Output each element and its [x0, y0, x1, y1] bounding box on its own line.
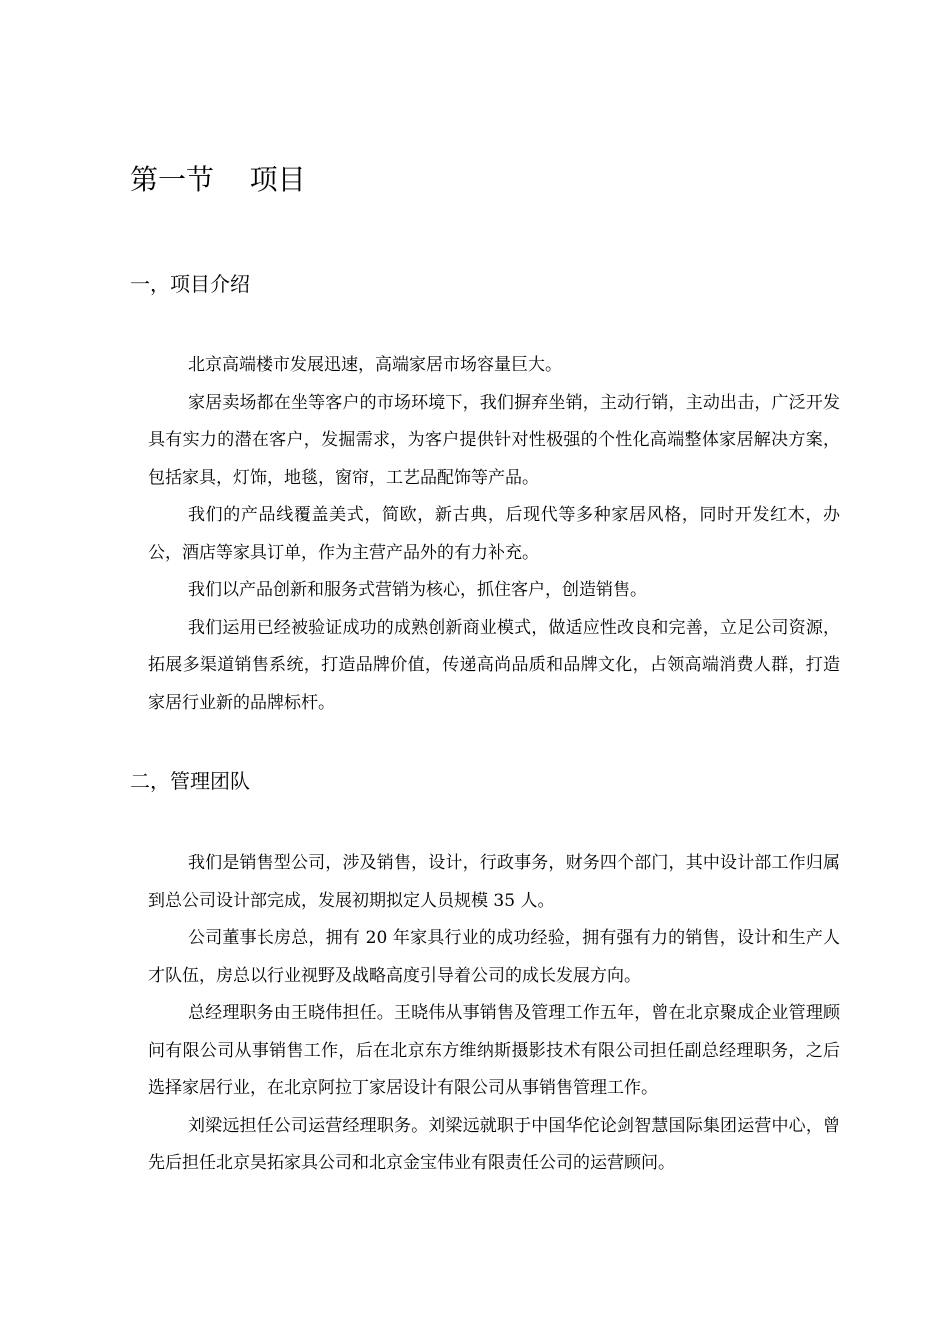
paragraph: 我们以产品创新和服务式营销为核心，抓住客户，创造销售。	[188, 580, 647, 600]
project-intro-body	[148, 347, 840, 722]
paragraph: 公司董事长房总，拥有 20 年家具行业的成功经验，拥有强有力的销售，设计和生产人才队伍，房总以行业视野及战略高度引导着公司的成长发展方向。	[148, 928, 840, 986]
section-heading-management-team: 二，管理团队	[130, 769, 250, 793]
paragraph: 北京高端楼市发展迅速，高端家居市场容量巨大。	[188, 355, 562, 375]
chapter-title: 第一节 项目	[130, 163, 306, 196]
paragraph: 刘梁远担任公司运营经理职务。刘梁远就职于中国华佗论剑智慧国际集团运营中心，曾先后担任北京昊拓家具公司和北京金宝伟业有限责任公司的运营顾问。	[148, 1115, 840, 1173]
paragraph: 家居卖场都在坐等客户的市场环境下，我们摒弃坐销，主动行销，主动出击，广泛开发具有实力的潜在客户，发掘需求，为客户提供针对性极强的个性化高端整体家居解决方案，包括家具，灯饰，地毯，窗帘，工艺品配饰等产品。	[148, 392, 840, 488]
section-heading-project-intro: 一，项目介绍	[130, 272, 250, 296]
paragraph: 我们是销售型公司，涉及销售，设计，行政事务，财务四个部门，其中设计部工作归属到总公司设计部完成，发展初期拟定人员规模 35 人。	[148, 853, 840, 911]
paragraph: 我们运用已经被验证成功的成熟创新商业模式，做适应性改良和完善，立足公司资源，拓展多渠道销售系统，打造品牌价值，传递高尚品质和品牌文化，占领高端消费人群，打造家居行业新的品牌标杆。	[148, 617, 840, 713]
paragraph: 我们的产品线覆盖美式，简欧，新古典，后现代等多种家居风格，同时开发红木，办公，酒店等家具订单，作为主营产品外的有力补充。	[148, 505, 840, 563]
paragraph: 总经理职务由王晓伟担任。王晓伟从事销售及管理工作五年，曾在北京聚成企业管理顾问有限公司从事销售工作，后在北京东方维纳斯摄影技术有限公司担任副总经理职务，之后选择家居行业，在北京阿拉丁家居设计有限公司从事销售管理工作。	[148, 1003, 840, 1098]
management-team-body	[148, 845, 840, 1183]
